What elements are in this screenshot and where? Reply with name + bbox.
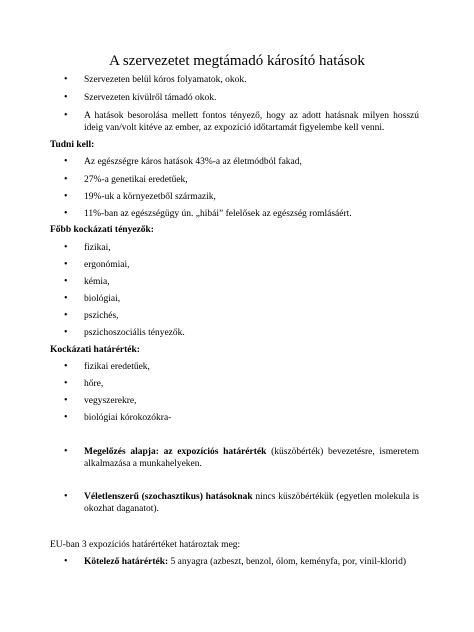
bullet-icon: • [64,110,68,121]
emphasis-text: Kötelező határérték: [84,557,169,567]
list-item: biológiai kórokozókra- [84,413,172,423]
bullet-icon: • [64,276,68,287]
body-text: (küszöbérték) bevezetésre, ismeretem alkalmazása a munkahelyeken. [84,447,419,469]
list-item: Szervezeten belül kóros folyamatok, okok. [84,75,247,85]
list-item: ergonómiai, [84,260,130,270]
bullet-icon: • [64,259,68,270]
bullet-icon: • [64,242,68,253]
bullet-icon: • [64,412,68,423]
bullet-icon: • [64,174,68,185]
bullet-icon: • [64,446,68,457]
paragraph-veletlen [84,491,419,515]
bullet-icon: • [64,327,68,338]
list-item: hőre, [84,379,104,389]
list-item: pszichés, [84,311,119,321]
bullet-icon: • [64,156,68,167]
bullet-icon: • [64,92,68,103]
eu-intro-text: EU-ban 3 expozíciós határértéket határoztak meg: [50,540,241,550]
bullet-icon: • [64,378,68,389]
bullet-icon: • [64,556,68,567]
section-heading-hatarertek: Kockázati határérték: [50,345,140,355]
section-heading-fobb: Főbb kockázati tényezők: [50,225,154,235]
bullet-icon: • [64,74,68,85]
bullet-icon: • [64,191,68,202]
body-text: 5 anyagra (azbeszt, benzol, ólom, keményfa, por, vinil-klorid) [168,557,406,567]
bullet-icon: • [64,361,68,372]
list-item: 19%-uk a környezetből származik, [84,192,216,202]
list-item: biológiai, [84,294,121,304]
list-item: vegyszerekre, [84,396,137,406]
paragraph-kotelezo [84,556,444,568]
bullet-icon: • [64,208,68,219]
list-item: 11%-ban az egészségügy ún. „hibái” felelősek az egészség romlásáért. [84,209,352,219]
bullet-icon: • [64,310,68,321]
emphasis-text: Megelőzés alapja: az expozíciós határérték [84,447,267,457]
paragraph-megelozes [84,446,419,470]
list-item: kémia, [84,277,110,287]
body-text: nincs küszöbértékük (egyetlen molekula is okozhat daganatot). [84,492,419,514]
list-item: pszichoszociális tényezők. [84,328,185,338]
list-item: fizikai eredetűek, [84,362,150,372]
bullet-icon: • [64,293,68,304]
list-item: Szervezeten kívülről támadó okok. [84,93,217,103]
list-item: fizikai, [84,243,111,253]
page-title: A szervezetet megtámadó károsító hatások [109,53,365,69]
list-item: 27%-a genetikai eredetűek, [84,175,188,185]
bullet-icon: • [64,491,68,502]
list-item: A hatások besorolása mellett fontos tényező, hogy az adott hatásnak milyen hosszú ideig van/volt kitéve az ember, az expozíció időtartamát figyelembe kell venni. [84,111,419,133]
list-item: Az egészségre káros hatások 43%-a az életmódból fakad, [84,157,302,167]
bullet-icon: • [64,395,68,406]
section-heading-tudni-kell: Tudni kell: [50,140,95,150]
emphasis-text: Véletlenszerű (szochasztikus) hatásoknak [84,492,253,502]
